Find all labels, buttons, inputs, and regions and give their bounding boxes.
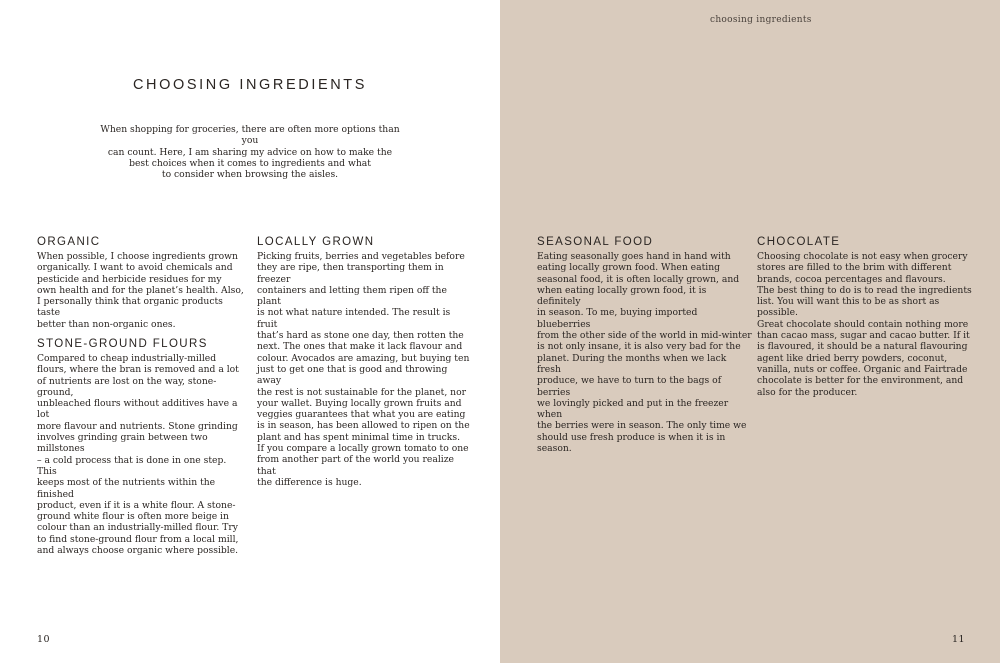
section-heading: SEASONAL FOOD [537,236,654,248]
section-body: Picking fruits, berries and vegetables before they are ripe, then transporting them in freezer containers and letting them ripen off the plant is not what nature intended. The result is fruit that’s hard as stone one day, then rotten the next. The ones that make it lack flavour and colour. Avocados are amazing, but buying ten just to get one that is good and throwing away the rest is not sustainable for the planet, nor your wallet. Buying locally grown fruits and veggies guarantees that what you are eating is in season, has been allowed to ripen on the plant and has spent minimal time in trucks. If you compare a locally grown tomato to one from another part of the world you realize that the difference is huge. [257,251,470,488]
section-heading: ORGANIC [37,236,101,248]
right-page [500,0,1000,663]
intro-paragraph: When shopping for groceries, there are often more options than you can count. Here, I am sharing my advice on how to make the best choices when it comes to ingredients and what to consider when browsing the aisles. [100,124,400,181]
section-body: When possible, I choose ingredients grown organically. I want to avoid chemicals and pesticide and herbicide residues for my own health and for the planet’s health. Also, I personally think that organic products taste better than non-organic ones. [37,251,244,330]
page-number: 11 [952,634,966,645]
section-heading: CHOCOLATE [757,236,841,248]
page-number: 10 [37,634,51,645]
section-body: Compared to cheap industrially-milled flours, where the bran is removed and a lot of nutrients are lost on the way, stone-ground, unbleached flours without additives have a lot more flavour and nutrients. Stone grinding involves grinding grain between two millstones – a cold process that is done in one step. This keeps most of the nutrients within the finished product, even if it is a white flour. A stone- ground white flour is often more beige in colour than an industrially-milled flour. Try to find stone-ground flour from a local mill, and always choose organic where possible. [37,353,239,557]
section-body: Eating seasonally goes hand in hand with eating locally grown food. When eating seasonal food, it is often locally grown, and when eating locally grown food, it is definitely in season. To me, buying imported blueberries from the other side of the world in mid-winter is not only insane, it is also very bad for the planet. During the months when we lack fresh produce, we have to turn to the bags of berries we lovingly picked and put in the freezer when the berries were in season. The only time we should use fresh produce is when it is in season. [537,251,752,455]
section-stone-ground-flours [37,338,247,556]
section-body: Choosing chocolate is not easy when grocery stores are filled to the brim with different brands, cocoa percentages and flavours. The best thing to do is to read the ingredients list. You will want this to be as short as possible. Great chocolate should contain nothing more than cacao mass, sugar and cacao butter. If it is flavoured, it should be a natural flavouring agent like dried berry powders, coconut, vanilla, nuts or coffee. Organic and Fairtrade chocolate is better for the environment, and also for the producer. [757,251,972,398]
section-chocolate [757,236,977,398]
section-seasonal-food [537,236,752,454]
section-heading: STONE-GROUND FLOURS [37,338,208,350]
page-title: CHOOSING INGREDIENTS [132,77,368,93]
running-head: choosing ingredients [710,15,812,25]
section-locally-grown [257,236,472,488]
section-organic [37,236,247,330]
section-heading: LOCALLY GROWN [257,236,375,248]
